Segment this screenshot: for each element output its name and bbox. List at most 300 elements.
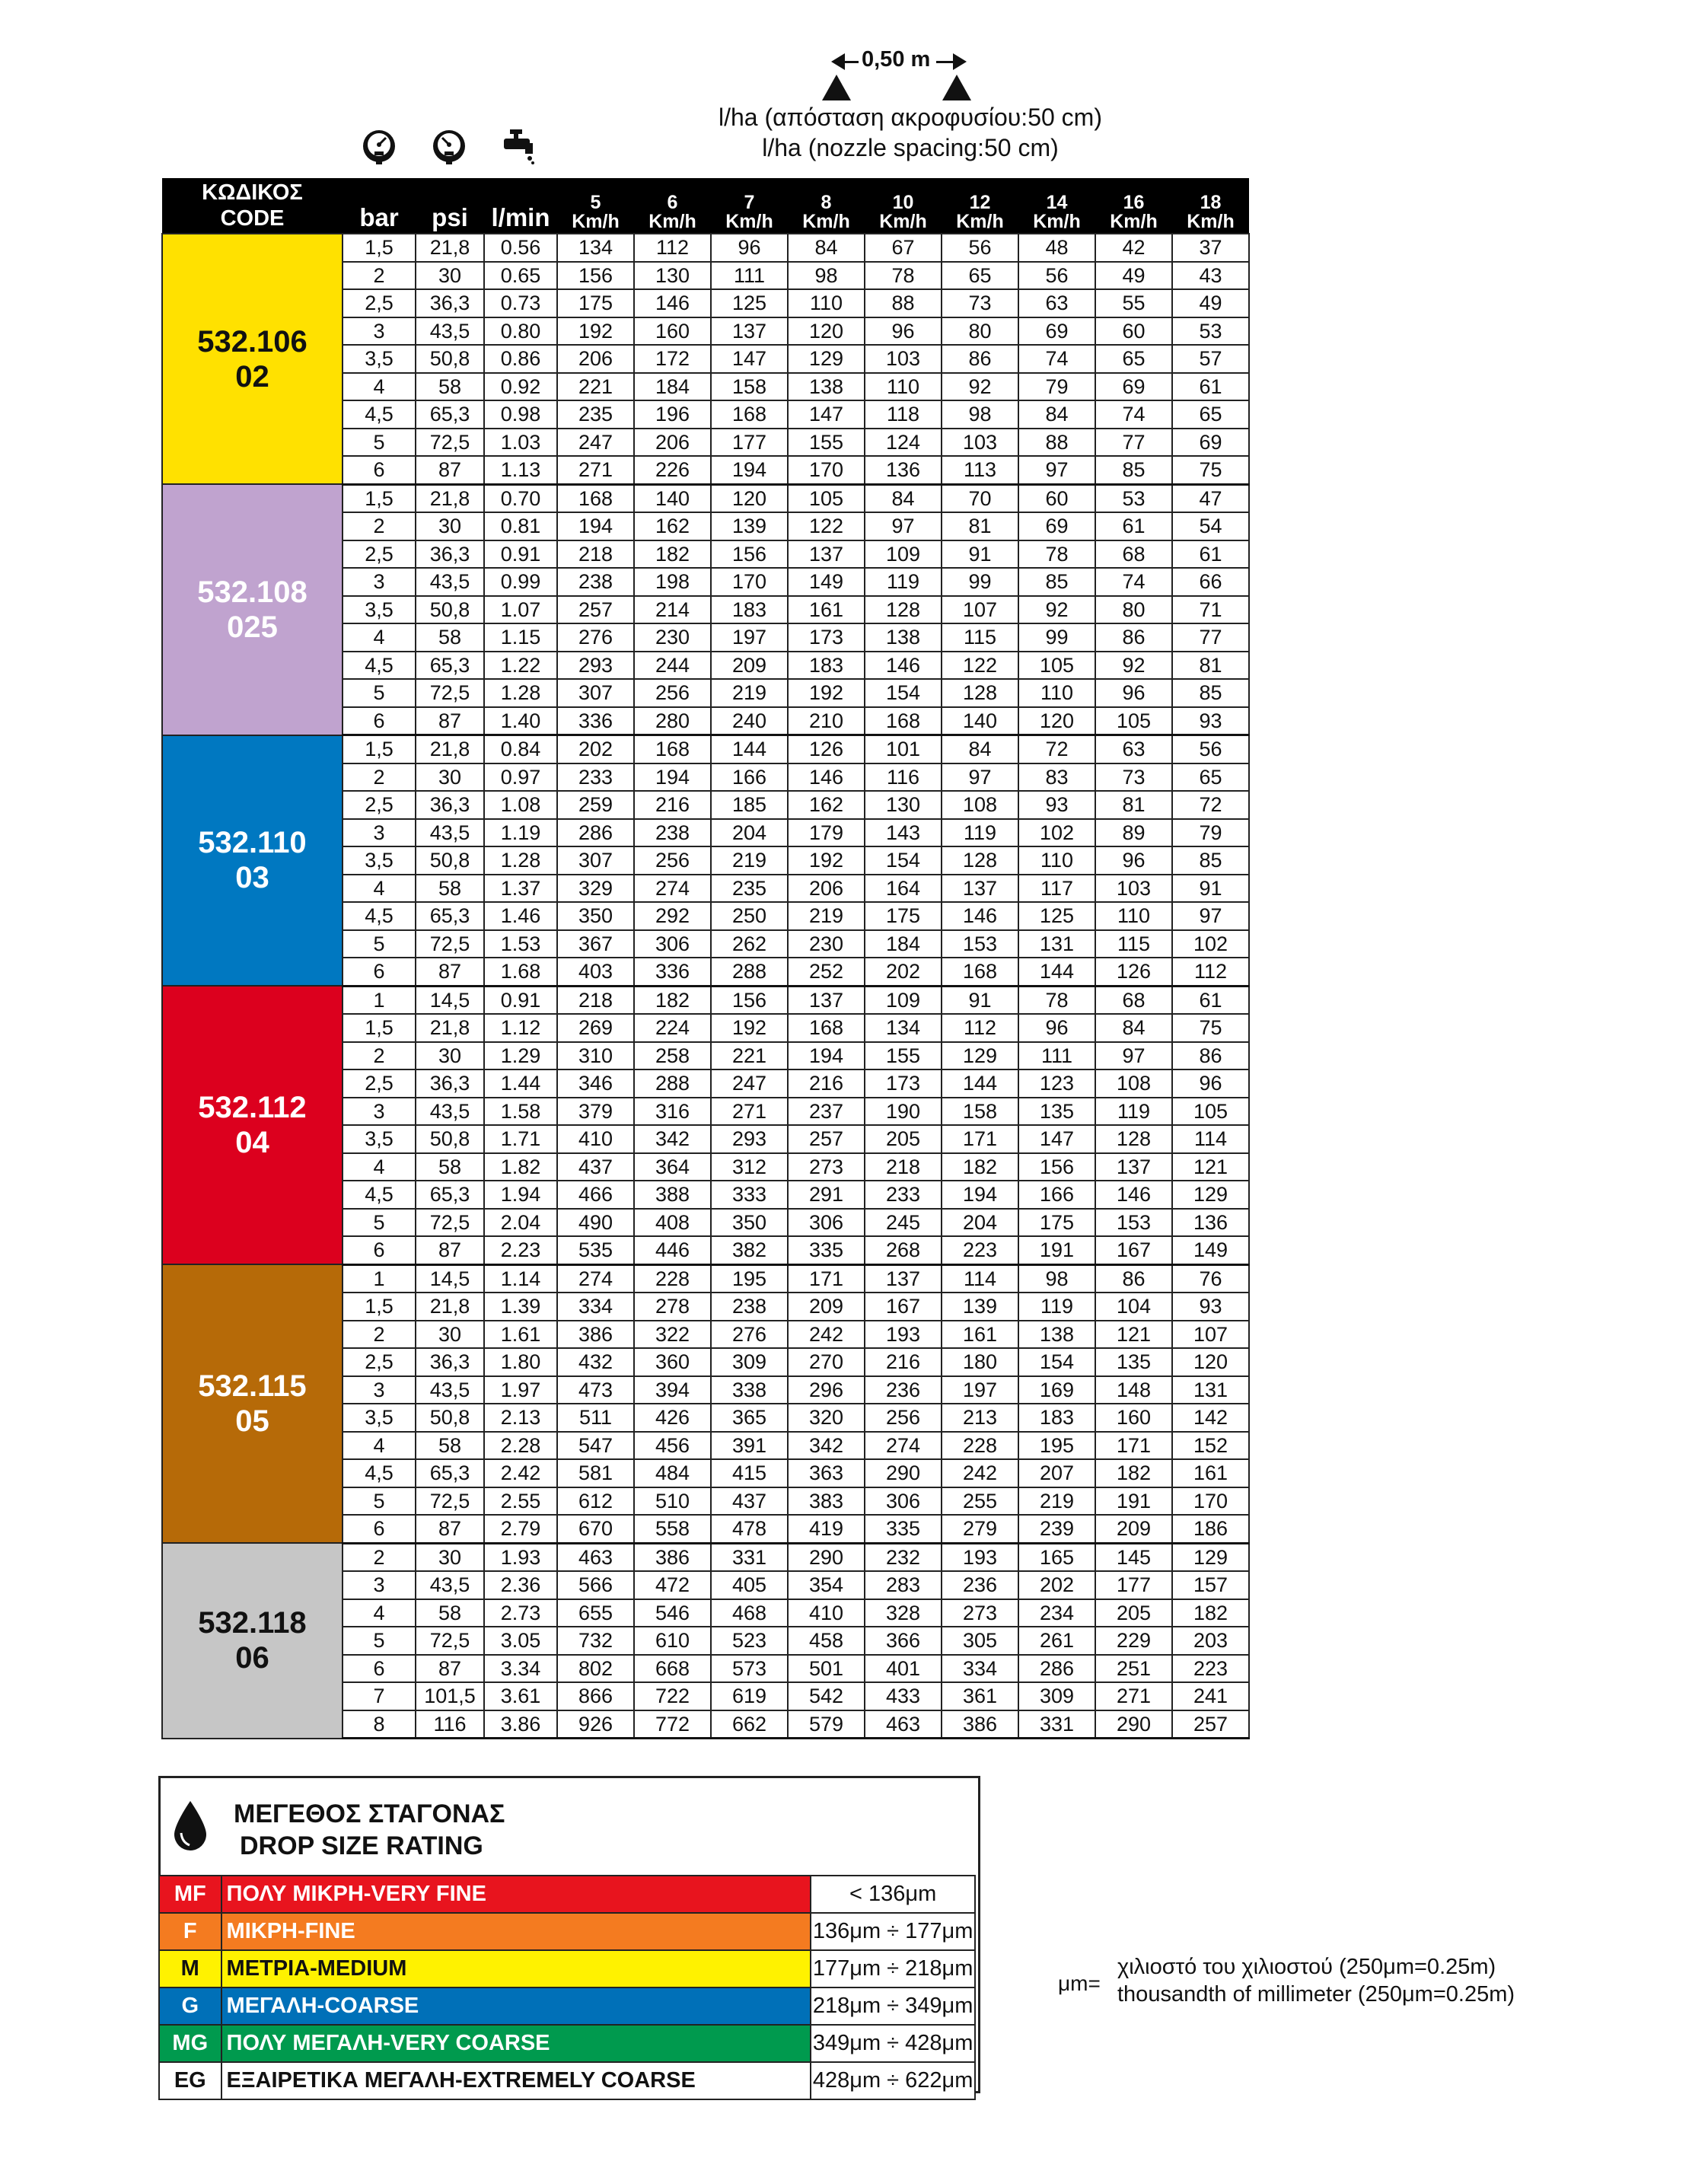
table-cell: 61 (1095, 512, 1172, 540)
micrometer-definition-greek: χιλιοστό του χιλιοστού (250μm=0.25m) (1117, 1955, 1496, 1979)
table-cell: 6 (343, 1515, 416, 1543)
table-cell: 91 (942, 986, 1018, 1014)
table-cell: 30 (416, 1543, 484, 1571)
table-cell: 206 (788, 875, 865, 903)
table-cell: 170 (1172, 1487, 1249, 1516)
flow-rate-table-body (162, 234, 1249, 1739)
table-cell: 129 (1172, 1543, 1249, 1571)
table-cell: 306 (788, 1209, 865, 1237)
table-cell: 21,8 (416, 1293, 484, 1321)
table-cell: 109 (865, 986, 942, 1014)
table-row (162, 484, 1249, 512)
table-cell: 408 (634, 1209, 711, 1237)
table-cell: 276 (557, 623, 634, 652)
table-cell: 92 (942, 373, 1018, 401)
table-cell: 162 (634, 512, 711, 540)
table-cell: 484 (634, 1459, 711, 1487)
table-cell: 245 (865, 1209, 942, 1237)
table-cell: 87 (416, 958, 484, 986)
table-cell: 173 (865, 1069, 942, 1098)
table-cell: 77 (1095, 429, 1172, 457)
table-cell: 4 (343, 875, 416, 903)
water-drop-icon (171, 1799, 209, 1853)
table-cell: 30 (416, 512, 484, 540)
table-cell: 104 (1095, 1293, 1172, 1321)
table-cell: 290 (788, 1543, 865, 1571)
table-cell: 121 (1095, 1321, 1172, 1349)
table-cell: 197 (942, 1376, 1018, 1404)
table-cell: 238 (634, 819, 711, 847)
table-cell: 229 (1095, 1627, 1172, 1655)
table-cell: 247 (711, 1069, 788, 1098)
table-cell: 75 (1172, 1014, 1249, 1042)
table-cell: 182 (634, 540, 711, 569)
table-cell: 122 (788, 512, 865, 540)
nozzle-code-cell (162, 1264, 343, 1543)
table-cell: 156 (711, 986, 788, 1014)
table-cell: 310 (557, 1042, 634, 1070)
table-cell: 69 (1018, 512, 1095, 540)
table-cell: 296 (788, 1376, 865, 1404)
table-cell: 405 (711, 1571, 788, 1599)
table-cell: 30 (416, 1321, 484, 1349)
table-cell: 36,3 (416, 540, 484, 569)
table-cell: 391 (711, 1432, 788, 1460)
table-cell: 237 (788, 1098, 865, 1126)
table-cell: 1.14 (484, 1264, 557, 1293)
table-cell: 87 (416, 1515, 484, 1543)
table-cell: 194 (557, 512, 634, 540)
table-cell: 152 (1172, 1432, 1249, 1460)
table-row (162, 1264, 1249, 1293)
table-cell: 79 (1018, 373, 1095, 401)
table-cell: 271 (711, 1098, 788, 1126)
table-cell: 2.13 (484, 1404, 557, 1432)
table-cell: 110 (788, 289, 865, 317)
table-cell: 290 (865, 1459, 942, 1487)
table-cell: 138 (1018, 1321, 1095, 1349)
table-cell: 14,5 (416, 986, 484, 1014)
drop-size-range: 349μm ÷ 428μm (811, 2025, 975, 2062)
table-cell: 379 (557, 1098, 634, 1126)
table-cell: 335 (865, 1515, 942, 1543)
table-cell: 193 (865, 1321, 942, 1349)
table-cell: 2,5 (343, 1069, 416, 1098)
table-cell: 124 (865, 429, 942, 457)
table-cell: 72 (1018, 735, 1095, 763)
table-cell: 722 (634, 1682, 711, 1710)
table-cell: 128 (942, 679, 1018, 707)
table-cell: 80 (942, 317, 1018, 346)
table-cell: 30 (416, 262, 484, 290)
table-cell: 119 (865, 568, 942, 596)
table-cell: 5 (343, 1487, 416, 1516)
table-cell: 510 (634, 1487, 711, 1516)
table-cell: 137 (788, 540, 865, 569)
table-cell: 2,5 (343, 1348, 416, 1376)
table-cell: 732 (557, 1627, 634, 1655)
table-cell: 3.34 (484, 1655, 557, 1683)
table-cell: 81 (1172, 652, 1249, 680)
table-cell: 42 (1095, 234, 1172, 262)
code-header-english: CODE (220, 206, 285, 231)
table-cell: 511 (557, 1404, 634, 1432)
table-cell: 619 (711, 1682, 788, 1710)
table-cell: 256 (634, 846, 711, 875)
table-cell: 88 (865, 289, 942, 317)
table-cell: 218 (557, 986, 634, 1014)
table-cell: 146 (942, 902, 1018, 930)
table-cell: 1.13 (484, 456, 557, 484)
table-cell: 47 (1172, 484, 1249, 512)
table-cell: 109 (865, 540, 942, 569)
table-cell: 72,5 (416, 1627, 484, 1655)
table-cell: 96 (1095, 846, 1172, 875)
table-cell: 270 (788, 1348, 865, 1376)
table-cell: 336 (557, 707, 634, 735)
table-cell: 4 (343, 1599, 416, 1627)
table-cell: 3.86 (484, 1710, 557, 1739)
table-cell: 338 (711, 1376, 788, 1404)
table-cell: 98 (788, 262, 865, 290)
table-cell: 612 (557, 1487, 634, 1516)
table-cell: 546 (634, 1599, 711, 1627)
table-cell: 60 (1095, 317, 1172, 346)
table-cell: 288 (634, 1069, 711, 1098)
table-cell: 58 (416, 1432, 484, 1460)
table-cell: 145 (1095, 1543, 1172, 1571)
table-cell: 76 (1172, 1264, 1249, 1293)
table-cell: 279 (942, 1515, 1018, 1543)
drop-size-name: ΠΟΛΥ ΜΕΓΑΛΗ-VERY COARSE (221, 2025, 811, 2062)
table-cell: 1.03 (484, 429, 557, 457)
table-cell: 43,5 (416, 568, 484, 596)
drop-size-range: 177μm ÷ 218μm (811, 1950, 975, 1987)
table-cell: 6 (343, 456, 416, 484)
table-cell: 177 (1095, 1571, 1172, 1599)
table-cell: 309 (711, 1348, 788, 1376)
table-cell: 182 (1172, 1599, 1249, 1627)
table-cell: 2.28 (484, 1432, 557, 1460)
table-cell: 184 (634, 373, 711, 401)
drop-size-title-english: DROP SIZE RATING (240, 1831, 483, 1860)
table-cell: 149 (788, 568, 865, 596)
table-cell: 65,3 (416, 400, 484, 429)
table-cell: 137 (865, 1264, 942, 1293)
table-cell: 168 (788, 1014, 865, 1042)
table-cell: 58 (416, 1153, 484, 1181)
table-cell: 118 (865, 400, 942, 429)
table-cell: 194 (942, 1181, 1018, 1209)
table-cell: 1,5 (343, 1014, 416, 1042)
table-cell: 365 (711, 1404, 788, 1432)
table-cell: 472 (634, 1571, 711, 1599)
table-cell: 126 (788, 735, 865, 763)
table-cell: 204 (711, 819, 788, 847)
table-cell: 87 (416, 456, 484, 484)
table-cell: 91 (1172, 875, 1249, 903)
table-cell: 466 (557, 1181, 634, 1209)
table-cell: 129 (788, 345, 865, 373)
table-cell: 4,5 (343, 1459, 416, 1487)
table-cell: 171 (1095, 1432, 1172, 1460)
table-cell: 155 (788, 429, 865, 457)
table-cell: 43,5 (416, 1376, 484, 1404)
table-cell: 3.61 (484, 1682, 557, 1710)
table-cell: 2.04 (484, 1209, 557, 1237)
table-cell: 3 (343, 1571, 416, 1599)
table-cell: 468 (711, 1599, 788, 1627)
table-cell: 361 (942, 1682, 1018, 1710)
table-cell: 153 (1095, 1209, 1172, 1237)
table-cell: 6 (343, 707, 416, 735)
table-cell: 219 (788, 902, 865, 930)
table-cell: 4 (343, 623, 416, 652)
table-cell: 111 (1018, 1042, 1095, 1070)
table-cell: 144 (942, 1069, 1018, 1098)
table-cell: 292 (634, 902, 711, 930)
table-cell: 6 (343, 1655, 416, 1683)
table-cell: 65 (1172, 400, 1249, 429)
table-cell: 273 (788, 1153, 865, 1181)
table-cell: 228 (942, 1432, 1018, 1460)
table-cell: 2,5 (343, 791, 416, 819)
table-cell: 1.94 (484, 1181, 557, 1209)
table-cell: 21,8 (416, 234, 484, 262)
table-cell: 97 (865, 512, 942, 540)
table-cell: 122 (942, 652, 1018, 680)
table-cell: 256 (634, 679, 711, 707)
table-cell: 36,3 (416, 1069, 484, 1098)
table-cell: 573 (711, 1655, 788, 1683)
table-cell: 147 (711, 345, 788, 373)
table-cell: 244 (634, 652, 711, 680)
table-cell: 103 (942, 429, 1018, 457)
speed-column-header: 18 Km/h (1172, 178, 1249, 234)
table-cell: 37 (1172, 234, 1249, 262)
table-cell: 1.97 (484, 1376, 557, 1404)
table-cell: 5 (343, 679, 416, 707)
table-cell: 50,8 (416, 345, 484, 373)
table-cell: 58 (416, 373, 484, 401)
table-cell: 257 (1172, 1710, 1249, 1739)
table-cell: 65 (1172, 763, 1249, 792)
table-cell: 1.29 (484, 1042, 557, 1070)
table-cell: 183 (788, 652, 865, 680)
table-cell: 164 (865, 875, 942, 903)
table-cell: 322 (634, 1321, 711, 1349)
table-cell: 206 (634, 429, 711, 457)
table-cell: 5 (343, 930, 416, 958)
table-cell: 926 (557, 1710, 634, 1739)
table-cell: 43,5 (416, 819, 484, 847)
table-cell: 30 (416, 763, 484, 792)
table-cell: 105 (1018, 652, 1095, 680)
table-cell: 87 (416, 707, 484, 735)
table-cell: 21,8 (416, 1014, 484, 1042)
table-cell: 336 (634, 958, 711, 986)
table-cell: 670 (557, 1515, 634, 1543)
table-cell: 103 (1095, 875, 1172, 903)
table-cell: 224 (634, 1014, 711, 1042)
table-cell: 269 (557, 1014, 634, 1042)
table-cell: 1.12 (484, 1014, 557, 1042)
table-cell: 490 (557, 1209, 634, 1237)
table-cell: 331 (711, 1543, 788, 1571)
table-cell: 153 (942, 930, 1018, 958)
table-cell: 223 (942, 1236, 1018, 1264)
table-cell: 2.73 (484, 1599, 557, 1627)
table-cell: 168 (711, 400, 788, 429)
table-cell: 120 (1018, 707, 1095, 735)
table-cell: 566 (557, 1571, 634, 1599)
speed-column-header: 16 Km/h (1095, 178, 1172, 234)
table-cell: 146 (634, 289, 711, 317)
table-cell: 350 (557, 902, 634, 930)
table-cell: 1.07 (484, 596, 557, 624)
table-cell: 2.42 (484, 1459, 557, 1487)
table-cell: 2,5 (343, 540, 416, 569)
table-cell: 57 (1172, 345, 1249, 373)
table-cell: 242 (942, 1459, 1018, 1487)
table-cell: 171 (788, 1264, 865, 1293)
table-cell: 179 (788, 819, 865, 847)
table-cell: 48 (1018, 234, 1095, 262)
table-cell: 170 (788, 456, 865, 484)
table-cell: 128 (865, 596, 942, 624)
table-cell: 366 (865, 1627, 942, 1655)
table-cell: 866 (557, 1682, 634, 1710)
table-cell: 110 (1018, 679, 1095, 707)
table-cell: 410 (557, 1125, 634, 1153)
table-cell: 138 (788, 373, 865, 401)
table-cell: 49 (1172, 289, 1249, 317)
table-cell: 202 (557, 735, 634, 763)
table-cell: 91 (942, 540, 1018, 569)
table-cell: 167 (865, 1293, 942, 1321)
table-cell: 579 (788, 1710, 865, 1739)
nozzle-code-cell (162, 234, 343, 484)
table-cell: 216 (865, 1348, 942, 1376)
table-row (162, 1543, 1249, 1571)
table-cell: 172 (634, 345, 711, 373)
micrometer-definition-english: thousandth of millimeter (250μm=0.25m) (1117, 1982, 1515, 2007)
table-cell: 58 (416, 1599, 484, 1627)
tap-flow-icon (502, 128, 539, 164)
table-cell: 65,3 (416, 902, 484, 930)
nozzle-size: 06 (235, 1641, 269, 1675)
table-cell: 85 (1172, 679, 1249, 707)
table-cell: 161 (942, 1321, 1018, 1349)
table-cell: 74 (1095, 400, 1172, 429)
table-cell: 58 (416, 875, 484, 903)
table-cell: 144 (711, 735, 788, 763)
table-cell: 112 (1172, 958, 1249, 986)
table-cell: 191 (1095, 1487, 1172, 1516)
table-cell: 192 (711, 1014, 788, 1042)
table-cell: 123 (1018, 1069, 1095, 1098)
table-cell: 363 (788, 1459, 865, 1487)
table-cell: 56 (942, 234, 1018, 262)
table-cell: 1 (343, 986, 416, 1014)
table-cell: 235 (557, 400, 634, 429)
drop-size-legend (158, 1776, 980, 2093)
table-cell: 105 (1172, 1098, 1249, 1126)
table-cell: 1,5 (343, 484, 416, 512)
table-cell: 186 (1172, 1515, 1249, 1543)
table-cell: 96 (711, 234, 788, 262)
table-cell: 3,5 (343, 345, 416, 373)
table-cell: 68 (1095, 540, 1172, 569)
table-cell: 168 (557, 484, 634, 512)
table-cell: 334 (557, 1293, 634, 1321)
table-cell: 72,5 (416, 429, 484, 457)
table-cell: 87 (416, 1236, 484, 1264)
table-cell: 437 (711, 1487, 788, 1516)
table-cell: 115 (942, 623, 1018, 652)
table-cell: 213 (942, 1404, 1018, 1432)
table-cell: 3.05 (484, 1627, 557, 1655)
drop-size-row (159, 1876, 975, 1913)
table-cell: 72 (1172, 791, 1249, 819)
table-cell: 251 (1095, 1655, 1172, 1683)
table-cell: 288 (711, 958, 788, 986)
table-cell: 306 (634, 930, 711, 958)
table-cell: 271 (1095, 1682, 1172, 1710)
drop-size-range: 218μm ÷ 349μm (811, 1987, 975, 2025)
table-cell: 194 (634, 763, 711, 792)
table-cell: 99 (1018, 623, 1095, 652)
table-cell: 364 (634, 1153, 711, 1181)
table-cell: 209 (711, 652, 788, 680)
table-cell: 286 (1018, 1655, 1095, 1683)
table-cell: 3 (343, 819, 416, 847)
table-cell: 1.40 (484, 707, 557, 735)
table-cell: 135 (1095, 1348, 1172, 1376)
table-cell: 239 (1018, 1515, 1095, 1543)
nozzle-spacing-diagram (822, 44, 974, 113)
table-cell: 1.15 (484, 623, 557, 652)
table-cell: 4,5 (343, 400, 416, 429)
table-cell: 463 (557, 1543, 634, 1571)
nozzle-code-cell (162, 735, 343, 987)
table-cell: 218 (865, 1153, 942, 1181)
table-cell: 4 (343, 1153, 416, 1181)
table-cell: 2.36 (484, 1571, 557, 1599)
table-cell: 53 (1172, 317, 1249, 346)
speed-column-header: 6 Km/h (634, 178, 711, 234)
table-cell: 137 (788, 986, 865, 1014)
table-cell: 772 (634, 1710, 711, 1739)
table-cell: 219 (1018, 1487, 1095, 1516)
table-cell: 410 (788, 1599, 865, 1627)
table-cell: 65,3 (416, 1459, 484, 1487)
table-cell: 331 (1018, 1710, 1095, 1739)
table-cell: 0.84 (484, 735, 557, 763)
nozzle-size: 025 (227, 610, 278, 644)
table-cell: 197 (711, 623, 788, 652)
table-cell: 202 (865, 958, 942, 986)
table-cell: 138 (865, 623, 942, 652)
table-cell: 136 (865, 456, 942, 484)
table-cell: 58 (416, 623, 484, 652)
table-cell: 2.55 (484, 1487, 557, 1516)
table-cell: 61 (1172, 540, 1249, 569)
table-cell: 312 (711, 1153, 788, 1181)
table-cell: 1.93 (484, 1543, 557, 1571)
nozzle-code: 532.118 (198, 1606, 307, 1640)
table-cell: 276 (711, 1321, 788, 1349)
